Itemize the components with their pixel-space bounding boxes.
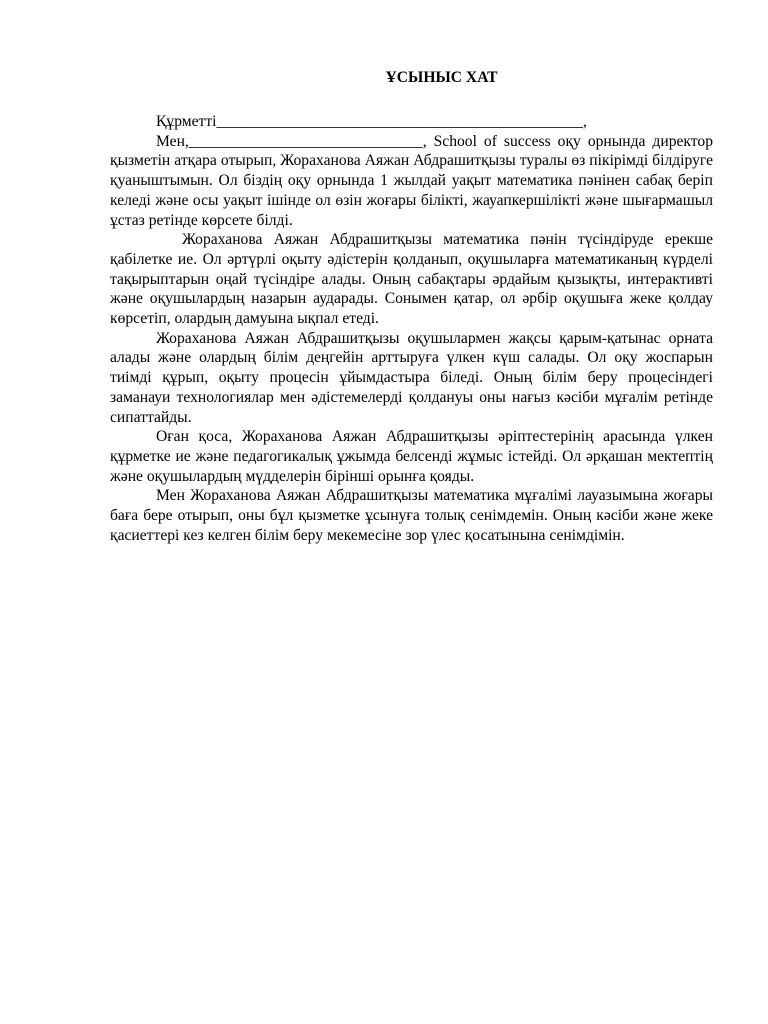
letter-body [110, 68, 713, 545]
paragraph-recommendation: Мен Жораханова Аяжан Абдрашитқызы математика мұғалімі лауазымына жоғары баға бере отырып, оны бұл қызметке ұсынуға толық сенімдемін. Оның кәсіби және жеке қасиеттері кез келген білім беру мекемесіне зор үлес қосатынына сенімдімін. [110, 487, 713, 544]
paragraph-introduction: Мен,______________________________, School of success оқу орнында директор қызметін атқара отырып, Жораханова Аяжан Абдрашитқызы туралы өз пікірімді білдіруге қуаныштымын. Ол біздің оқу орнында 1 жылдай уақыт математика пәнінен сабақ беріп келеді және осы уақыт ішінде ол өзін жоғары білікті, жауапкершілікті және шығармашыл ұстаз ретінде көрсете білді. [110, 132, 713, 229]
paragraph-teaching-skills: Жораханова Аяжан Абдрашитқызы математика пәнін түсіндіруде ерекше қабілетке ие. Ол әртүрлі оқыту әдістерін қолданып, оқушыларға математиканың күрделі тақырыптарын оңай түсіндіре алады. Оның сабақтары әрдайым қызықты, интерактивті және оқушылардың назарын аударады. Сонымен қатар, ол әрбір оқушыға жеке қолдау көрсетіп, олардың дамуына ықпал етеді. [110, 231, 713, 328]
paragraph-colleagues: Оған қоса, Жораханова Аяжан Абдрашитқызы әріптестерінің арасында үлкен құрметке ие және педагогикалық ұжымда белсенді жұмыс істейді. Ол әрқашан мектептің және оқушылардың мүдделерін бірінші орынға қояды. [110, 428, 713, 485]
paragraph-student-relations: Жораханова Аяжан Абдрашитқызы оқушылармен жақсы қарым-қатынас орната алады және олардың білім деңгейін арттыруға үлкен күш салады. Ол оқу жоспарын тиімді құрып, оқыту процесін ұйымдастыра біледі. Оның білім беру процесіндегі заманауи технологиялар мен әдістемелерді қолдануы оны нағыз кәсіби мұғалім ретінде сипаттайды. [110, 329, 713, 426]
salutation-line: Құрметті_______________________________________________, [156, 113, 587, 130]
letter-title: ҰСЫНЫС ХАТ [385, 69, 498, 86]
